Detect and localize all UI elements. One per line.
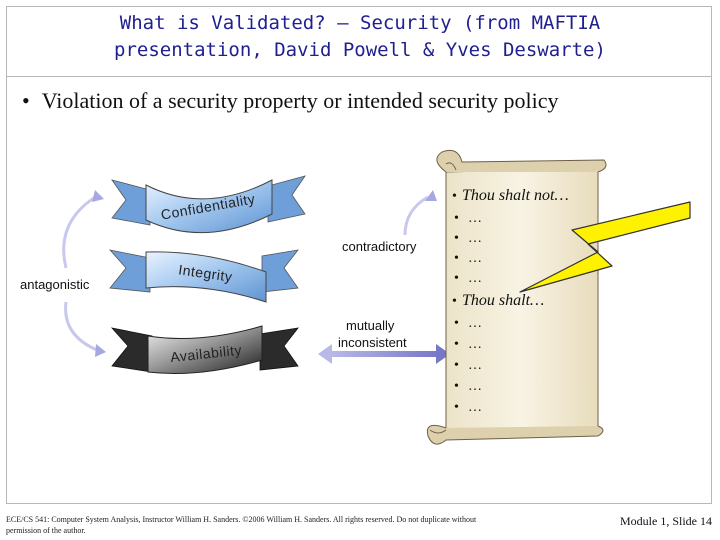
scroll-item-4: … [468,271,482,286]
contradictory-arc-head [425,190,437,201]
footer-copyright [6,514,566,536]
confidentiality-label: Confidentiality [159,190,257,223]
scroll-item-6: … [468,337,482,352]
scroll-item-3: … [468,251,482,266]
scroll-bullet-3: • [454,231,459,246]
bullet-text: Violation of a security property or intended security policy [41,88,559,113]
scroll-item-1: … [468,211,482,226]
scroll-item-7: … [468,358,482,373]
scroll-bullet-11: • [454,400,459,415]
antagonistic-arc-lower-head [95,344,106,357]
scroll-heading-thou-shalt-not: Thou shalt not… [462,187,569,204]
footer-line-2: permission of the author. [6,526,86,535]
integrity-label: Integrity [177,261,234,285]
availability-label: Availability [169,341,243,366]
slide-number: Module 1, Slide 14 [620,514,712,528]
contradictory-label: contradictory [342,239,417,254]
scroll-bullet-4: • [454,251,459,266]
scroll-bullet-8: • [454,337,459,352]
scroll-heading-thou-shalt: Thou shalt… [462,292,545,309]
scroll-bullet-1: • [452,189,457,204]
scroll-item-9: … [468,400,482,415]
scroll-bullet-10: • [454,379,459,394]
antagonistic-arc-upper [64,196,97,268]
scroll-item-8: … [468,379,482,394]
integrity-ribbon [110,250,298,302]
scroll-item-2: … [468,231,482,246]
availability-ribbon [112,326,298,374]
slide-title-line-2: presentation, David Powell & Yves Deswarte) [114,39,606,61]
mutually-label: mutually [346,318,395,333]
scroll-bullet-5: • [454,271,459,286]
antagonistic-arc-upper-head [92,190,104,202]
footer-line-1: ECE/CS 541: Computer System Analysis, Instructor William H. Sanders. ©2006 William H. Sanders. All rights reserved. Do not duplicate without [6,515,477,524]
scroll-bullet-6: • [452,294,457,309]
scroll-item-5: … [468,316,482,331]
contradictory-arc [405,197,428,235]
confidentiality-ribbon [112,176,305,233]
antagonistic-label: antagonistic [20,277,90,292]
scroll-bullet-7: • [454,316,459,331]
inconsistent-label: inconsistent [338,335,407,350]
antagonistic-arc-lower [66,302,97,350]
slide-title-line-1: What is Validated? – Security (from MAFTIA [119,12,601,34]
bullet-marker: • [22,88,30,113]
scroll-bullet-2: • [454,211,459,226]
scroll-bullet-9: • [454,358,459,373]
